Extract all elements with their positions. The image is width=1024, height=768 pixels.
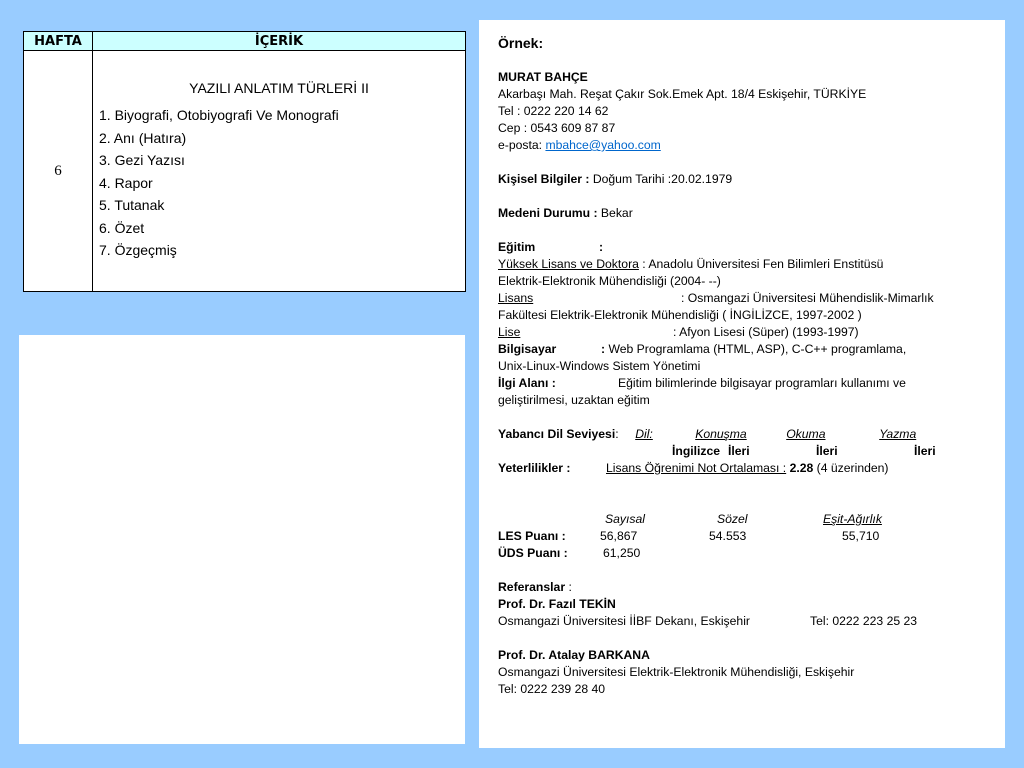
list-item: 6. Özet xyxy=(99,219,145,236)
lang-value-language: İngilizce xyxy=(672,444,721,458)
interest-value: Eğitim bilimlerinde bilgisayar programları kullanımı ve xyxy=(618,376,906,390)
language-values-line xyxy=(498,443,998,460)
interest-label: İlgi Alanı : xyxy=(498,376,556,390)
computer-colon: : xyxy=(601,342,606,356)
list-item: 7. Özgeçmiş xyxy=(99,242,177,259)
score-col-verbal: Sözel xyxy=(717,512,748,526)
cv-name: MURAT BAHÇE xyxy=(498,70,588,84)
blank-panel xyxy=(19,335,465,744)
personal-info xyxy=(498,171,998,188)
education-heading xyxy=(498,239,998,256)
content-header: İÇERİK xyxy=(93,32,466,51)
lang-value-reading: İleri xyxy=(816,444,838,458)
computer-value: Web Programlama (HTML, ASP), C-C++ programlama, xyxy=(605,342,907,356)
lang-col-language: Dil: xyxy=(635,427,653,441)
score-col-numeric: Sayısal xyxy=(605,512,645,526)
personal-label: Kişisel Bilgiler : xyxy=(498,172,590,186)
les-label: LES Puanı : xyxy=(498,529,566,543)
cv-tel: Tel : 0222 220 14 62 xyxy=(498,104,609,118)
les-equal: 55,710 xyxy=(842,529,880,543)
education-label: Eğitim xyxy=(498,240,536,254)
interest-line-2: geliştirilmesi, uzaktan eğitim xyxy=(498,393,650,407)
gpa-value: 2.28 xyxy=(789,461,814,475)
list-item: 2. Anı (Hatıra) xyxy=(99,129,187,146)
les-line xyxy=(498,528,998,545)
cv-address: Akarbaşı Mah. Reşat Çakır Sok.Emek Apt. 18/4 Eskişehir, TÜRKİYE xyxy=(498,87,867,101)
computer-line-2: Unix-Linux-Windows Sistem Yönetimi xyxy=(498,359,701,373)
list-item: 4. Rapor xyxy=(99,174,153,191)
reference-1-info-line xyxy=(498,613,998,630)
masters-line xyxy=(498,256,998,273)
education-colon: : xyxy=(599,240,604,254)
language-label: Yabancı Dil Seviyesi xyxy=(498,427,616,441)
cv-panel xyxy=(479,20,1005,748)
reference-1-name: Prof. Dr. Fazıl TEKİN xyxy=(498,597,616,611)
uds-line xyxy=(498,545,998,562)
week-number: 6 xyxy=(24,51,93,292)
week-header: HAFTA xyxy=(24,32,93,51)
bachelors-value: : Osmangazi Üniversitesi Mühendislik-Mimarlık xyxy=(681,291,934,305)
qualification-value: Lisans Öğrenimi Not Ortalaması : xyxy=(606,461,787,475)
content-list xyxy=(99,104,459,262)
qualification-label: Yeterlilikler : xyxy=(498,461,571,475)
content-title: YAZILI ANLATIM TÜRLERİ II xyxy=(189,80,369,97)
score-header-line xyxy=(498,511,998,528)
marital-status xyxy=(498,205,998,222)
masters-value: : Anadolu Üniversitesi Fen Bilimleri Enstitüsü xyxy=(638,257,884,271)
reference-1-tel: Tel: 0222 223 25 23 xyxy=(810,614,918,628)
bachelors-line-2: Fakültesi Elektrik-Elektronik Mühendisliği ( İNGİLİZCE, 1997-2002 ) xyxy=(498,308,862,322)
references-heading xyxy=(498,579,998,596)
list-item: 5. Tutanak xyxy=(99,197,165,214)
uds-value: 61,250 xyxy=(603,546,641,560)
highschool-line xyxy=(498,324,998,341)
qualification-line xyxy=(498,460,998,477)
reference-2-tel: Tel: 0222 239 28 40 xyxy=(498,682,606,696)
references-colon: : xyxy=(565,580,572,594)
lang-value-speaking: İleri xyxy=(728,444,750,458)
bachelors-label: Lisans xyxy=(498,291,534,305)
personal-value: Doğum Tarihi :20.02.1979 xyxy=(589,172,733,186)
highschool-label: Lise xyxy=(498,325,521,339)
email-label: e-posta: xyxy=(498,138,546,152)
gpa-scale: (4 üzerinden) xyxy=(813,461,889,475)
masters-line-2: Elektrik-Elektronik Mühendisliği (2004- --) xyxy=(498,274,721,288)
lang-col-speaking: Konuşma xyxy=(695,427,747,441)
language-header-line xyxy=(498,426,998,443)
cv-cep: Cep : 0543 609 87 87 xyxy=(498,121,616,135)
bachelors-line xyxy=(498,290,998,307)
uds-label: ÜDS Puanı : xyxy=(498,546,568,560)
language-colon: : xyxy=(615,427,619,441)
les-numeric: 56,867 xyxy=(600,529,638,543)
reference-2-info: Osmangazi Üniversitesi Elektrik-Elektronik Mühendisliği, Eskişehir xyxy=(498,665,855,679)
interest-line xyxy=(498,375,998,392)
computer-label: Bilgisayar xyxy=(498,342,557,356)
email-link[interactable]: mbahce@yahoo.com xyxy=(545,138,661,152)
computer-line xyxy=(498,341,998,358)
lang-col-writing: Yazma xyxy=(879,427,917,441)
les-verbal: 54.553 xyxy=(709,529,747,543)
cv-email-line xyxy=(498,137,998,154)
references-label: Referanslar xyxy=(498,580,566,594)
reference-2-name: Prof. Dr. Atalay BARKANA xyxy=(498,648,650,662)
reference-1-info: Osmangazi Üniversitesi İİBF Dekanı, Eskişehir xyxy=(498,614,750,628)
highschool-value: : Afyon Lisesi (Süper) (1993-1997) xyxy=(673,325,859,339)
score-col-equal: Eşit-Ağırlık xyxy=(823,512,882,526)
masters-label: Yüksek Lisans ve Doktora xyxy=(498,257,639,271)
marital-label: Medeni Durumu : xyxy=(498,206,598,220)
list-item: 1. Biyografi, Otobiyografi Ve Monografi xyxy=(99,107,339,124)
example-heading: Örnek: xyxy=(498,35,544,51)
marital-value: Bekar xyxy=(597,206,633,220)
list-item: 3. Gezi Yazısı xyxy=(99,152,185,169)
lang-col-reading: Okuma xyxy=(786,427,826,441)
content-cell xyxy=(93,51,466,292)
lang-value-writing: İleri xyxy=(914,444,936,458)
week-content-table xyxy=(23,31,466,292)
cv-document xyxy=(498,34,998,698)
